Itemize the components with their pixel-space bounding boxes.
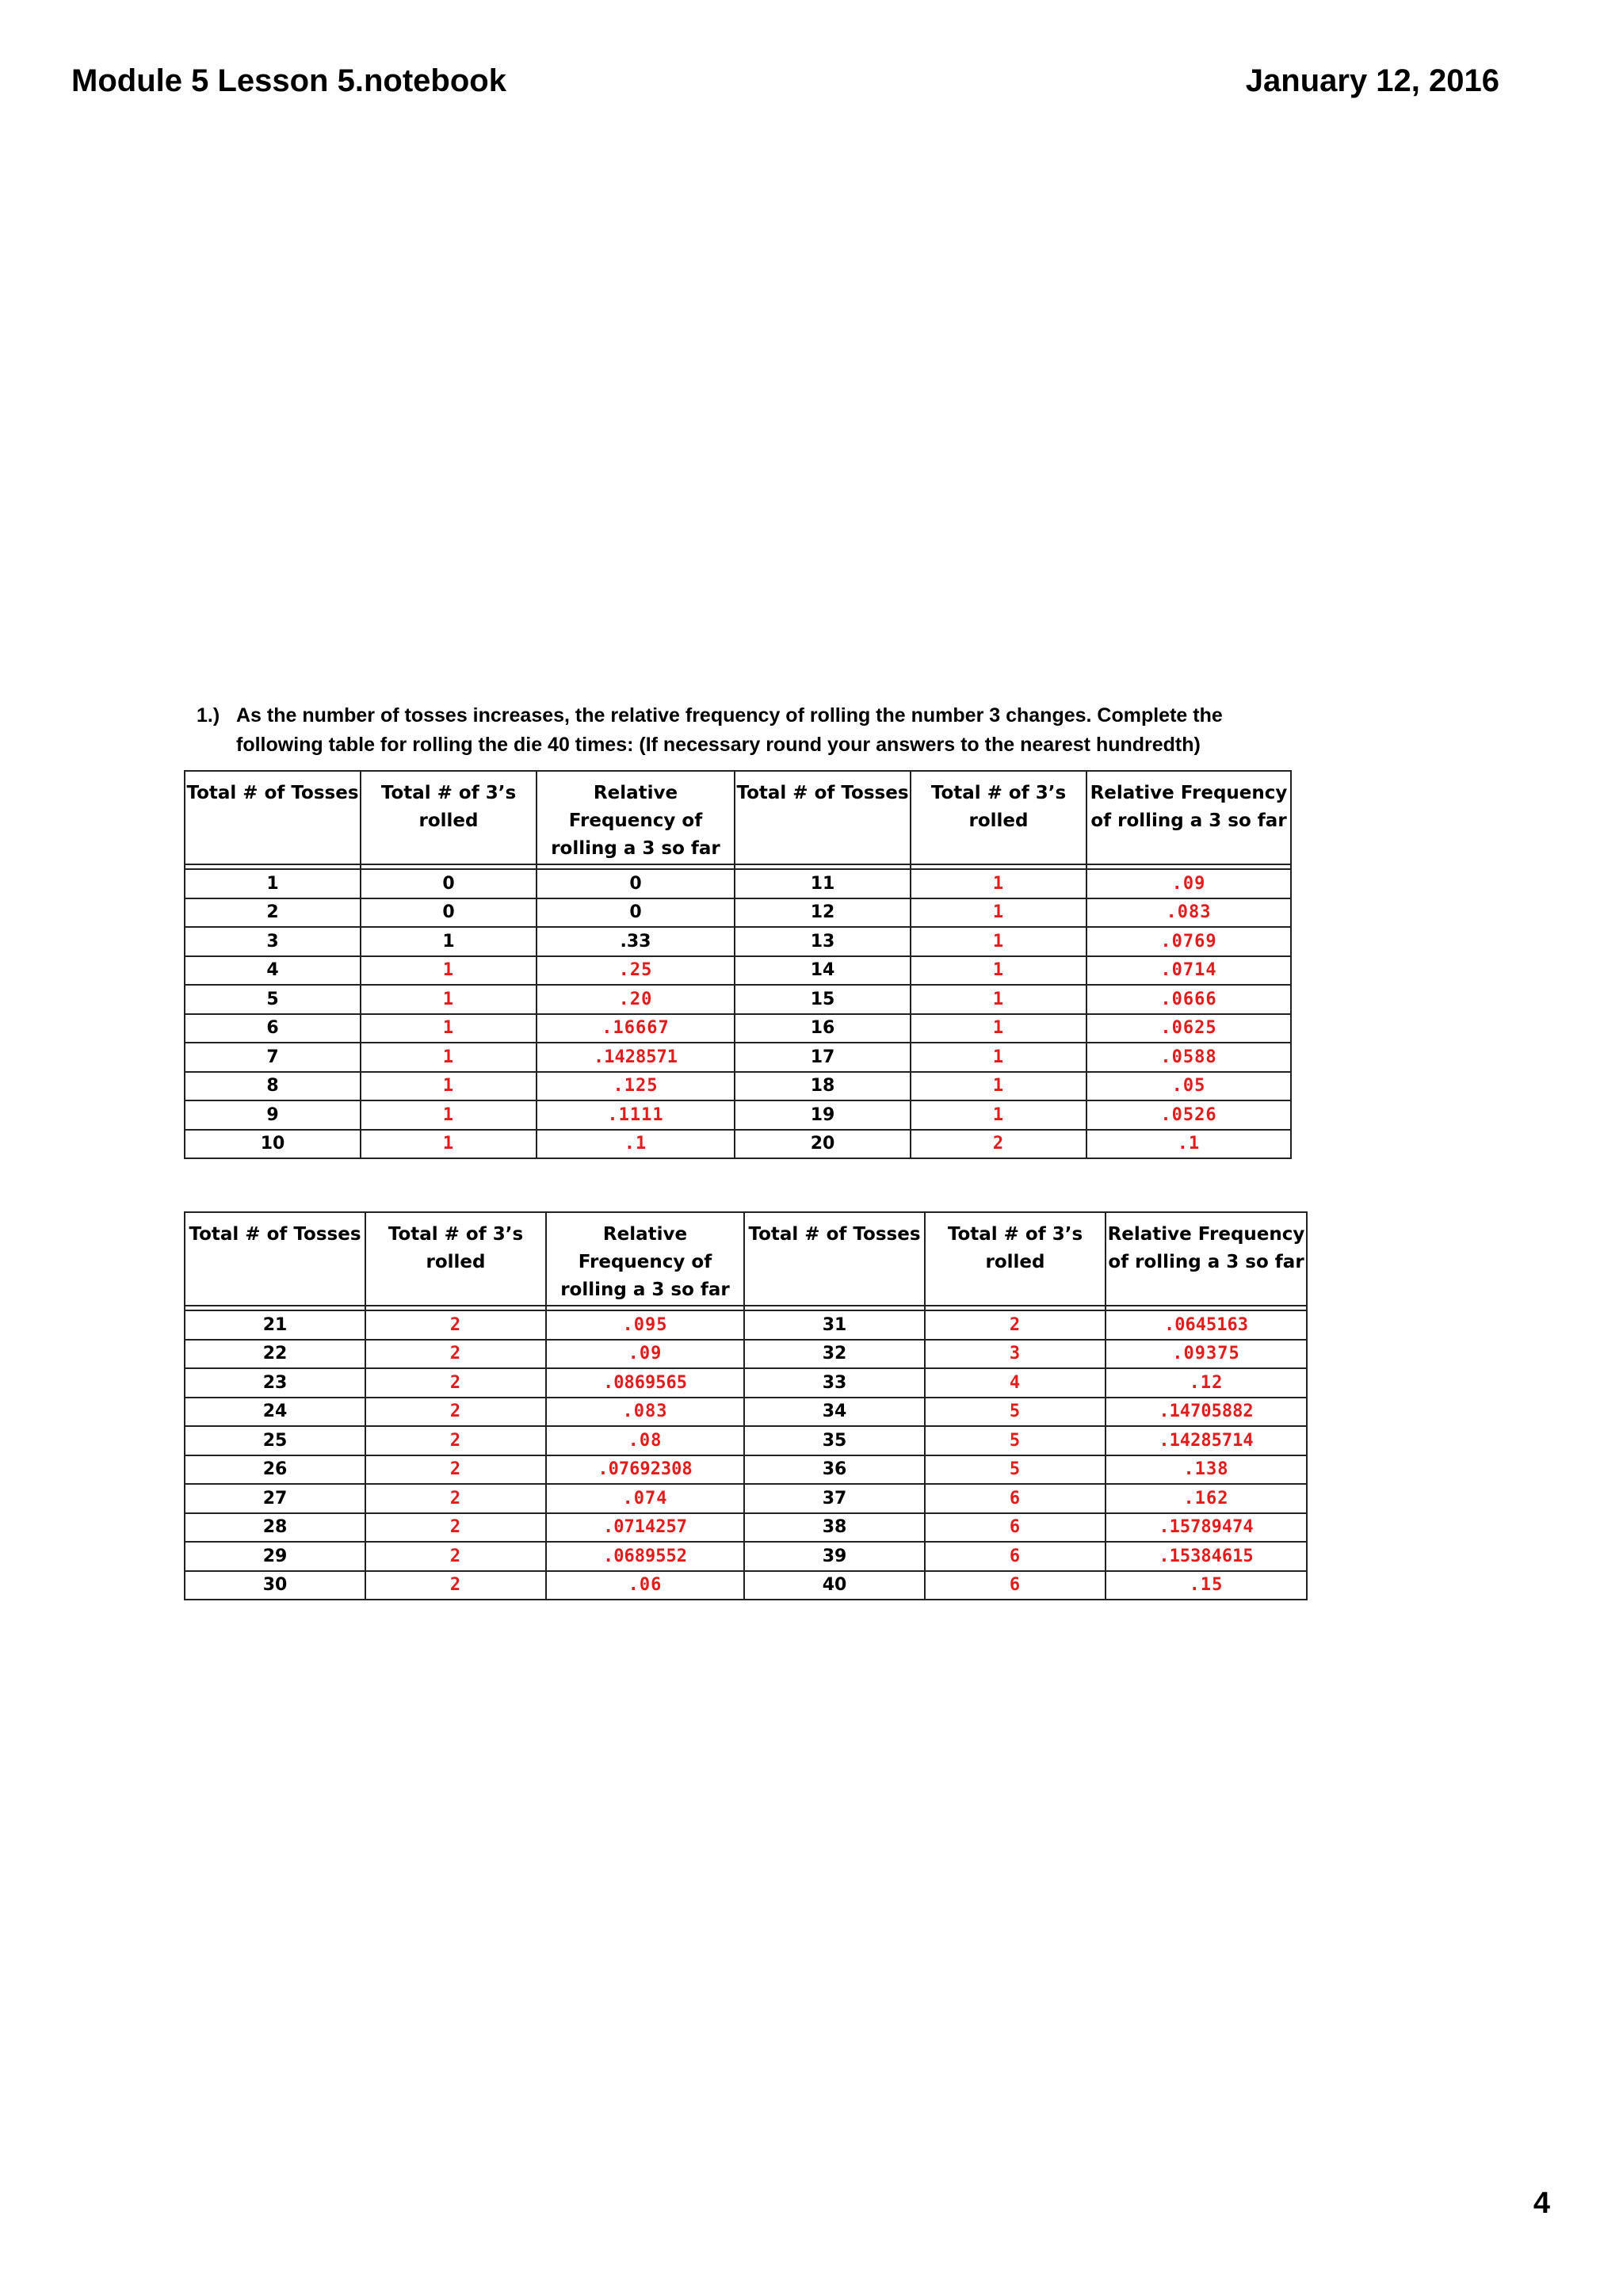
table-cell-t1: 27 [185, 1484, 365, 1513]
table-cell-f2: .0526 [1086, 1100, 1291, 1130]
table-cell-f2: .14705882 [1106, 1398, 1307, 1427]
table-cell-r2: 1 [911, 1072, 1086, 1101]
table-cell-t1: 25 [185, 1426, 365, 1455]
table-cell-t2: 11 [735, 869, 911, 898]
table-row [185, 1340, 1307, 1369]
table-cell-t2: 40 [744, 1571, 925, 1600]
table-cell-r2: 1 [911, 956, 1086, 986]
table-cell-r2: 6 [925, 1571, 1106, 1600]
table-cell-r2: 1 [911, 1043, 1086, 1072]
table-cell-r1: 1 [361, 1130, 537, 1159]
table-cell-r1: 2 [365, 1542, 546, 1571]
table-cell-f2: .1 [1086, 1130, 1291, 1159]
table-row [185, 1368, 1307, 1398]
col-header: Total # of Tosses [735, 771, 911, 864]
col-header: Relative Frequency of rolling a 3 so far [1106, 1212, 1307, 1306]
table-cell-f2: .0714 [1086, 956, 1291, 986]
document-title: Module 5 Lesson 5.notebook [71, 63, 506, 98]
table-cell-f1: .1111 [537, 1100, 735, 1130]
table-cell-f1: .0714257 [546, 1513, 744, 1543]
table-cell-r1: 0 [361, 869, 537, 898]
table-row [185, 1014, 1291, 1043]
table-row [185, 927, 1291, 956]
table-cell-f1: .1 [537, 1130, 735, 1159]
table-cell-r1: 2 [365, 1340, 546, 1369]
col-header: Total # of 3’s rolled [925, 1212, 1106, 1306]
table-cell-r2: 4 [925, 1368, 1106, 1398]
question-line-2: following table for rolling the die 40 times: (If necessary round your answers to the nearest hundredth) [236, 734, 1201, 756]
table-cell-r2: 1 [911, 898, 1086, 928]
table-row [185, 898, 1291, 928]
table-cell-r1: 2 [365, 1571, 546, 1600]
question-number: 1.) [197, 704, 220, 727]
table-cell-f1: .08 [546, 1426, 744, 1455]
table-row [185, 1455, 1307, 1485]
table-row [185, 1426, 1307, 1455]
question-line-1 [197, 701, 1306, 730]
table-cell-r2: 6 [925, 1513, 1106, 1543]
table-cell-f1: .074 [546, 1484, 744, 1513]
table-cell-f1: .06 [546, 1571, 744, 1600]
col-header: Total # of 3’s rolled [365, 1212, 546, 1306]
table-cell-t1: 24 [185, 1398, 365, 1427]
table-cell-f2: .162 [1106, 1484, 1307, 1513]
table-cell-r2: 1 [911, 927, 1086, 956]
table-row [185, 1571, 1307, 1600]
table-cell-t2: 16 [735, 1014, 911, 1043]
table-cell-r1: 2 [365, 1398, 546, 1427]
col-header: Relative Frequency of rolling a 3 so far [546, 1212, 744, 1306]
table-cell-r2: 1 [911, 985, 1086, 1014]
table-cell-f1: .083 [546, 1398, 744, 1427]
table-cell-f2: .14285714 [1106, 1426, 1307, 1455]
table-row [185, 1398, 1307, 1427]
table-cell-f2: .0588 [1086, 1043, 1291, 1072]
table-cell-t2: 17 [735, 1043, 911, 1072]
table-cell-f2: .083 [1086, 898, 1291, 928]
table-cell-f1: .0689552 [546, 1542, 744, 1571]
col-header: Relative Frequency of rolling a 3 so far [1086, 771, 1291, 864]
question-1 [197, 701, 1306, 760]
table-cell-r1: 0 [361, 898, 537, 928]
table-body [185, 1310, 1307, 1600]
table-cell-t1: 6 [185, 1014, 361, 1043]
table-cell-f2: .0625 [1086, 1014, 1291, 1043]
table-row [185, 1130, 1291, 1159]
table-cell-r1: 1 [361, 956, 537, 986]
tosses-table-2 [184, 1211, 1308, 1600]
table-cell-f2: .15384615 [1106, 1542, 1307, 1571]
table-cell-t2: 36 [744, 1455, 925, 1485]
table-cell-r1: 2 [365, 1455, 546, 1485]
table-cell-t1: 9 [185, 1100, 361, 1130]
col-header: Total # of Tosses [185, 771, 361, 864]
table-cell-r2: 1 [911, 869, 1086, 898]
table-cell-r2: 2 [911, 1130, 1086, 1159]
table-cell-r1: 2 [365, 1484, 546, 1513]
table-row [185, 1100, 1291, 1130]
table-cell-t2: 38 [744, 1513, 925, 1543]
col-header: Relative Frequency of rolling a 3 so far [537, 771, 735, 864]
table-cell-f2: .09 [1086, 869, 1291, 898]
table-cell-f1: .095 [546, 1310, 744, 1340]
table-cell-t2: 35 [744, 1426, 925, 1455]
table-cell-t2: 20 [735, 1130, 911, 1159]
table-cell-f1: .0869565 [546, 1368, 744, 1398]
table-cell-f2: .05 [1086, 1072, 1291, 1101]
table-cell-r1: 1 [361, 985, 537, 1014]
table-cell-t1: 5 [185, 985, 361, 1014]
table-row [185, 985, 1291, 1014]
col-header: Total # of Tosses [185, 1212, 365, 1306]
table-cell-f1: .125 [537, 1072, 735, 1101]
table-cell-t2: 32 [744, 1340, 925, 1369]
table-cell-f1: .09 [546, 1340, 744, 1369]
table-cell-t2: 12 [735, 898, 911, 928]
table-body [185, 869, 1291, 1158]
table-cell-t1: 22 [185, 1340, 365, 1369]
table-cell-f2: .15789474 [1106, 1513, 1307, 1543]
table-row [185, 1542, 1307, 1571]
table-cell-r1: 2 [365, 1368, 546, 1398]
table-cell-t1: 21 [185, 1310, 365, 1340]
table-cell-f2: .0666 [1086, 985, 1291, 1014]
table-row [185, 1484, 1307, 1513]
table-cell-t2: 13 [735, 927, 911, 956]
table-cell-f2: .138 [1106, 1455, 1307, 1485]
table-cell-r1: 2 [365, 1426, 546, 1455]
table-cell-r1: 1 [361, 927, 537, 956]
table-cell-t2: 34 [744, 1398, 925, 1427]
table-cell-r2: 5 [925, 1398, 1106, 1427]
col-header: Total # of Tosses [744, 1212, 925, 1306]
table-cell-t2: 31 [744, 1310, 925, 1340]
table-cell-t2: 18 [735, 1072, 911, 1101]
table-cell-t1: 28 [185, 1513, 365, 1543]
table-cell-f2: .15 [1106, 1571, 1307, 1600]
table-cell-r2: 6 [925, 1542, 1106, 1571]
table-cell-r2: 1 [911, 1014, 1086, 1043]
table-cell-r1: 2 [365, 1310, 546, 1340]
table-row [185, 1072, 1291, 1101]
table-cell-t1: 10 [185, 1130, 361, 1159]
table-cell-r2: 5 [925, 1455, 1106, 1485]
table-cell-t1: 26 [185, 1455, 365, 1485]
table-cell-t2: 39 [744, 1542, 925, 1571]
table-cell-r2: 3 [925, 1340, 1106, 1369]
table-cell-r2: 5 [925, 1426, 1106, 1455]
table-cell-f2: .0645163 [1106, 1310, 1307, 1340]
table-cell-f1: 0 [537, 869, 735, 898]
col-header: Total # of 3’s rolled [911, 771, 1086, 864]
table-cell-f2: .12 [1106, 1368, 1307, 1398]
table-cell-t2: 15 [735, 985, 911, 1014]
table-cell-f1: .1428571 [537, 1043, 735, 1072]
table-cell-t1: 29 [185, 1542, 365, 1571]
table-cell-t1: 1 [185, 869, 361, 898]
table-cell-t1: 8 [185, 1072, 361, 1101]
table-row [185, 1513, 1307, 1543]
table-row [185, 869, 1291, 898]
table-cell-f1: .07692308 [546, 1455, 744, 1485]
question-text-1: As the number of tosses increases, the relative frequency of rolling the number 3 changes. Complete the [236, 704, 1223, 727]
table-cell-r2: 1 [911, 1100, 1086, 1130]
table-header-row [185, 771, 1291, 864]
table-cell-f1: .16667 [537, 1014, 735, 1043]
table-cell-t1: 2 [185, 898, 361, 928]
tosses-table-1 [184, 770, 1292, 1159]
table-cell-f2: .09375 [1106, 1340, 1307, 1369]
document-date: January 12, 2016 [1245, 63, 1499, 98]
table-cell-t2: 37 [744, 1484, 925, 1513]
table-cell-r2: 6 [925, 1484, 1106, 1513]
table-row [185, 1043, 1291, 1072]
table-cell-r1: 1 [361, 1014, 537, 1043]
table-cell-r1: 2 [365, 1513, 546, 1543]
table-cell-f1: .20 [537, 985, 735, 1014]
table-row [185, 956, 1291, 986]
table-cell-t2: 19 [735, 1100, 911, 1130]
table-header-row [185, 1212, 1307, 1306]
table-cell-t2: 14 [735, 956, 911, 986]
table-cell-t1: 23 [185, 1368, 365, 1398]
table-cell-f2: .0769 [1086, 927, 1291, 956]
table-cell-t1: 4 [185, 956, 361, 986]
table-cell-r1: 1 [361, 1072, 537, 1101]
table-cell-r1: 1 [361, 1043, 537, 1072]
table-cell-t2: 33 [744, 1368, 925, 1398]
table-cell-t1: 30 [185, 1571, 365, 1600]
col-header: Total # of 3’s rolled [361, 771, 537, 864]
table-cell-r2: 2 [925, 1310, 1106, 1340]
table-cell-f1: .33 [537, 927, 735, 956]
table-cell-t1: 7 [185, 1043, 361, 1072]
table-cell-t1: 3 [185, 927, 361, 956]
page-number: 4 [1533, 2187, 1550, 2220]
table-cell-f1: 0 [537, 898, 735, 928]
table-cell-f1: .25 [537, 956, 735, 986]
table-row [185, 1310, 1307, 1340]
table-cell-r1: 1 [361, 1100, 537, 1130]
